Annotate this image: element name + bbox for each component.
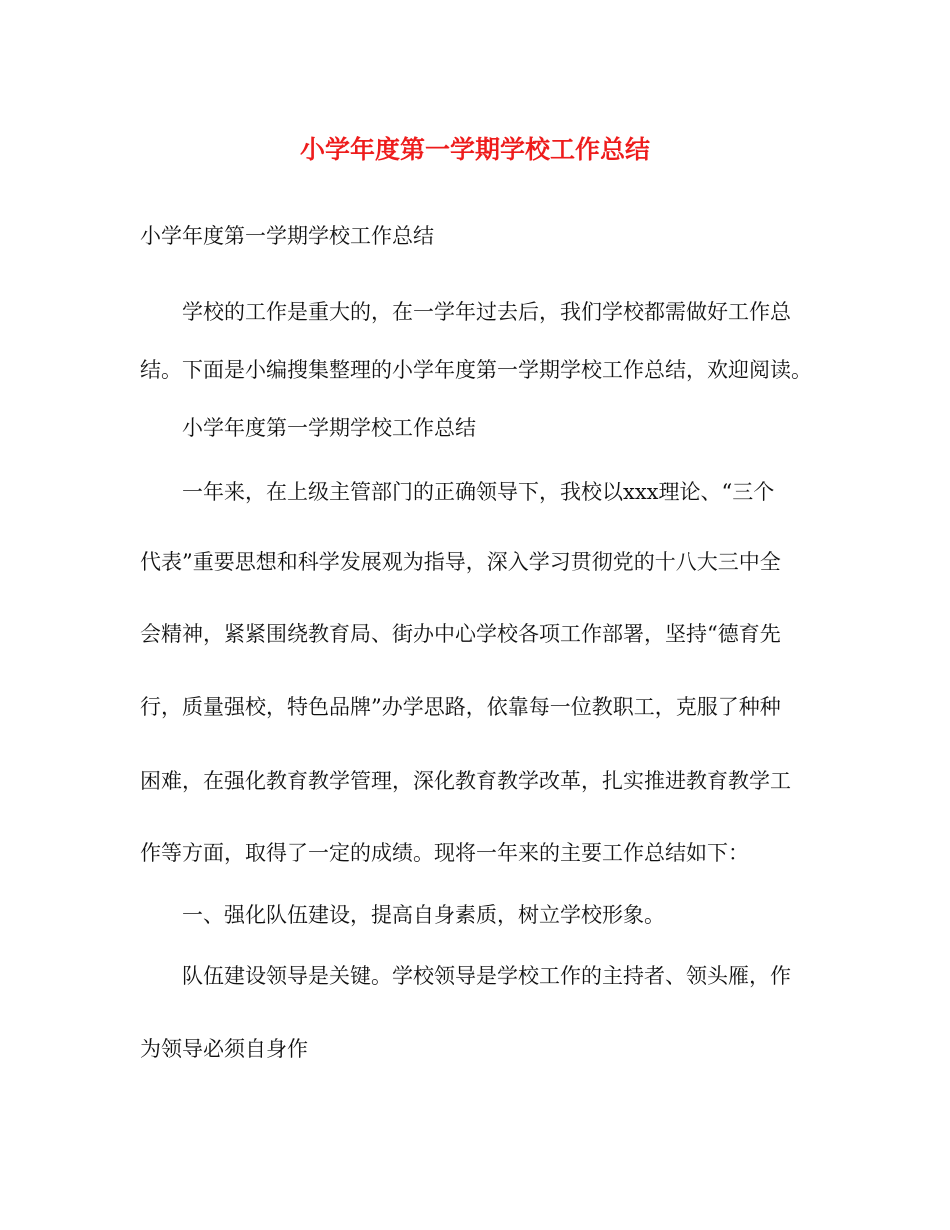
paragraph-line: 行，质量强校，特色品牌”办学思路，依靠每一位教职工，克服了种种 (140, 695, 781, 719)
paragraph-line: 困难，在强化教育教学管理，深化教育教学改革，扎实推进教育教学工 (140, 769, 791, 793)
paragraph-line: 小学年度第一学期学校工作总结 (182, 416, 476, 440)
document-title: 小学年度第一学期学校工作总结 (299, 135, 650, 164)
paragraph-line: 一年来，在上级主管部门的正确领导下，我校以xxx理论、“三个 (182, 480, 775, 504)
paragraph-line: 学校的工作是重大的，在一学年过去后，我们学校都需做好工作总 (182, 300, 791, 324)
paragraph-line: 会精神，紧紧围绕教育局、街办中心学校各项工作部署，坚持“德育先 (140, 622, 781, 646)
paragraph-line: 队伍建设领导是关键。学校领导是学校工作的主持者、领头雁，作 (182, 964, 791, 988)
paragraph-line: 小学年度第一学期学校工作总结 (140, 224, 434, 248)
paragraph-line: 一、强化队伍建设，提高自身素质，树立学校形象。 (182, 903, 665, 927)
paragraph-line: 结。下面是小编搜集整理的小学年度第一学期学校工作总结，欢迎阅读。 (140, 358, 812, 382)
paragraph-line: 作等方面，取得了一定的成绩。现将一年来的主要工作总结如下： (140, 841, 749, 865)
paragraph-line: 代表”重要思想和科学发展观为指导，深入学习贯彻党的十八大三中全 (140, 550, 781, 574)
paragraph-line: 为领导必须自身作 (140, 1037, 308, 1061)
